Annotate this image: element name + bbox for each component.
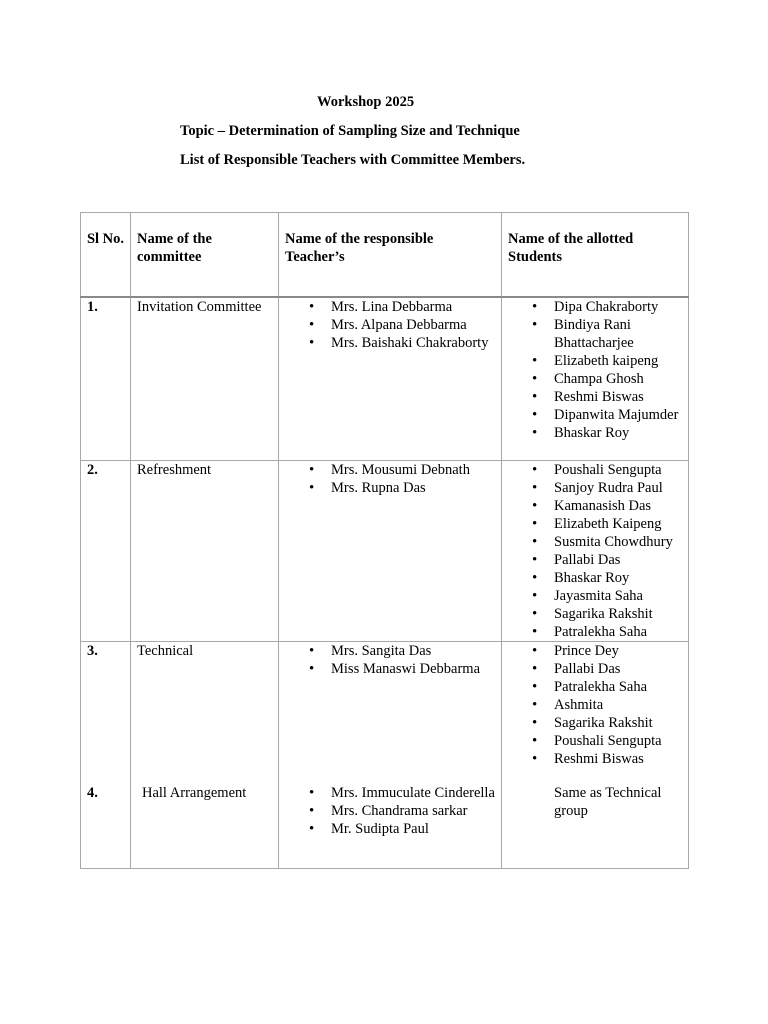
row-sl: 1. xyxy=(81,297,131,461)
list-title: List of Responsible Teachers with Committee Members. xyxy=(180,152,526,168)
row-committee-name: Technical xyxy=(131,641,279,772)
list-item: • Dipanwita Majumder xyxy=(554,406,682,424)
students-note: Same as Technical group xyxy=(554,784,662,819)
teacher-list xyxy=(285,642,495,678)
column-header-sl: Sl No. xyxy=(81,213,131,297)
list-item: • Mrs. Lina Debbarma xyxy=(331,298,495,316)
list-item: • Patralekha Saha xyxy=(554,678,682,696)
list-item: • Mrs. Chandrama sarkar xyxy=(331,802,495,820)
list-item: • Mrs. Rupna Das xyxy=(331,479,495,497)
row-committee-name: Refreshment xyxy=(131,460,279,641)
row-students xyxy=(502,641,689,772)
student-list xyxy=(508,461,682,641)
list-item: • Pallabi Das xyxy=(554,551,682,569)
teacher-list xyxy=(285,298,495,352)
row-teachers xyxy=(279,641,502,772)
list-item: • Poushali Sengupta xyxy=(554,461,682,479)
row-students xyxy=(502,460,689,641)
list-item: • Mrs. Sangita Das xyxy=(331,642,495,660)
student-list xyxy=(508,642,682,768)
list-item: • Patralekha Saha xyxy=(554,623,682,641)
column-header-teachers: Name of the responsible Teacher’s xyxy=(279,213,502,297)
row-committee-name: Invitation Committee xyxy=(131,297,279,461)
list-item: • Elizabeth kaipeng xyxy=(554,352,682,370)
committee-table xyxy=(80,212,689,869)
list-item: • Mrs. Alpana Debbarma xyxy=(331,316,495,334)
row-sl: 4. xyxy=(81,772,131,869)
list-item: • Sagarika Rakshit xyxy=(554,714,682,732)
column-header-students: Name of the allotted Students xyxy=(502,213,689,297)
list-item: • Reshmi Biswas xyxy=(554,750,682,768)
row-students xyxy=(502,772,689,869)
row-teachers xyxy=(279,297,502,461)
document-title: Workshop 2025 xyxy=(317,94,415,110)
list-item: • Elizabeth Kaipeng xyxy=(554,515,682,533)
table-row xyxy=(81,297,689,461)
table-row xyxy=(81,460,689,641)
list-item: • Mrs. Mousumi Debnath xyxy=(331,461,495,479)
row-committee-name: Hall Arrangement xyxy=(131,772,279,869)
list-item: • Champa Ghosh xyxy=(554,370,682,388)
list-item: • Kamanasish Das xyxy=(554,497,682,515)
list-item: • Bhaskar Roy xyxy=(554,424,682,442)
topic-line: Topic – Determination of Sampling Size and Technique xyxy=(180,123,520,139)
list-item: • Ashmita xyxy=(554,696,682,714)
row-teachers xyxy=(279,772,502,869)
teacher-list xyxy=(285,461,495,497)
list-item: • Dipa Chakraborty xyxy=(554,298,682,316)
list-item: • Poushali Sengupta xyxy=(554,732,682,750)
table-header-row xyxy=(81,213,689,297)
list-item: • Bhaskar Roy xyxy=(554,569,682,587)
row-sl: 2. xyxy=(81,460,131,641)
list-item: • Mrs. Immuculate Cinderella xyxy=(331,784,495,802)
row-sl: 3. xyxy=(81,641,131,772)
list-item: • Mr. Sudipta Paul xyxy=(331,820,495,838)
list-item: • Susmita Chowdhury xyxy=(554,533,682,551)
list-item: • Sagarika Rakshit xyxy=(554,605,682,623)
list-item: • Reshmi Biswas xyxy=(554,388,682,406)
teacher-list xyxy=(285,784,495,838)
list-item: • Jayasmita Saha xyxy=(554,587,682,605)
table-row xyxy=(81,772,689,869)
row-students xyxy=(502,297,689,461)
list-item: • Miss Manaswi Debbarma xyxy=(331,660,495,678)
list-item: • Bindiya Rani Bhattacharjee xyxy=(554,316,682,352)
list-item: • Sanjoy Rudra Paul xyxy=(554,479,682,497)
row-teachers xyxy=(279,460,502,641)
table-row xyxy=(81,641,689,772)
list-item: • Mrs. Baishaki Chakraborty xyxy=(331,334,495,352)
student-list xyxy=(508,298,682,442)
column-header-committee: Name of the committee xyxy=(131,213,279,297)
list-item: • Pallabi Das xyxy=(554,660,682,678)
list-item: • Prince Dey xyxy=(554,642,682,660)
